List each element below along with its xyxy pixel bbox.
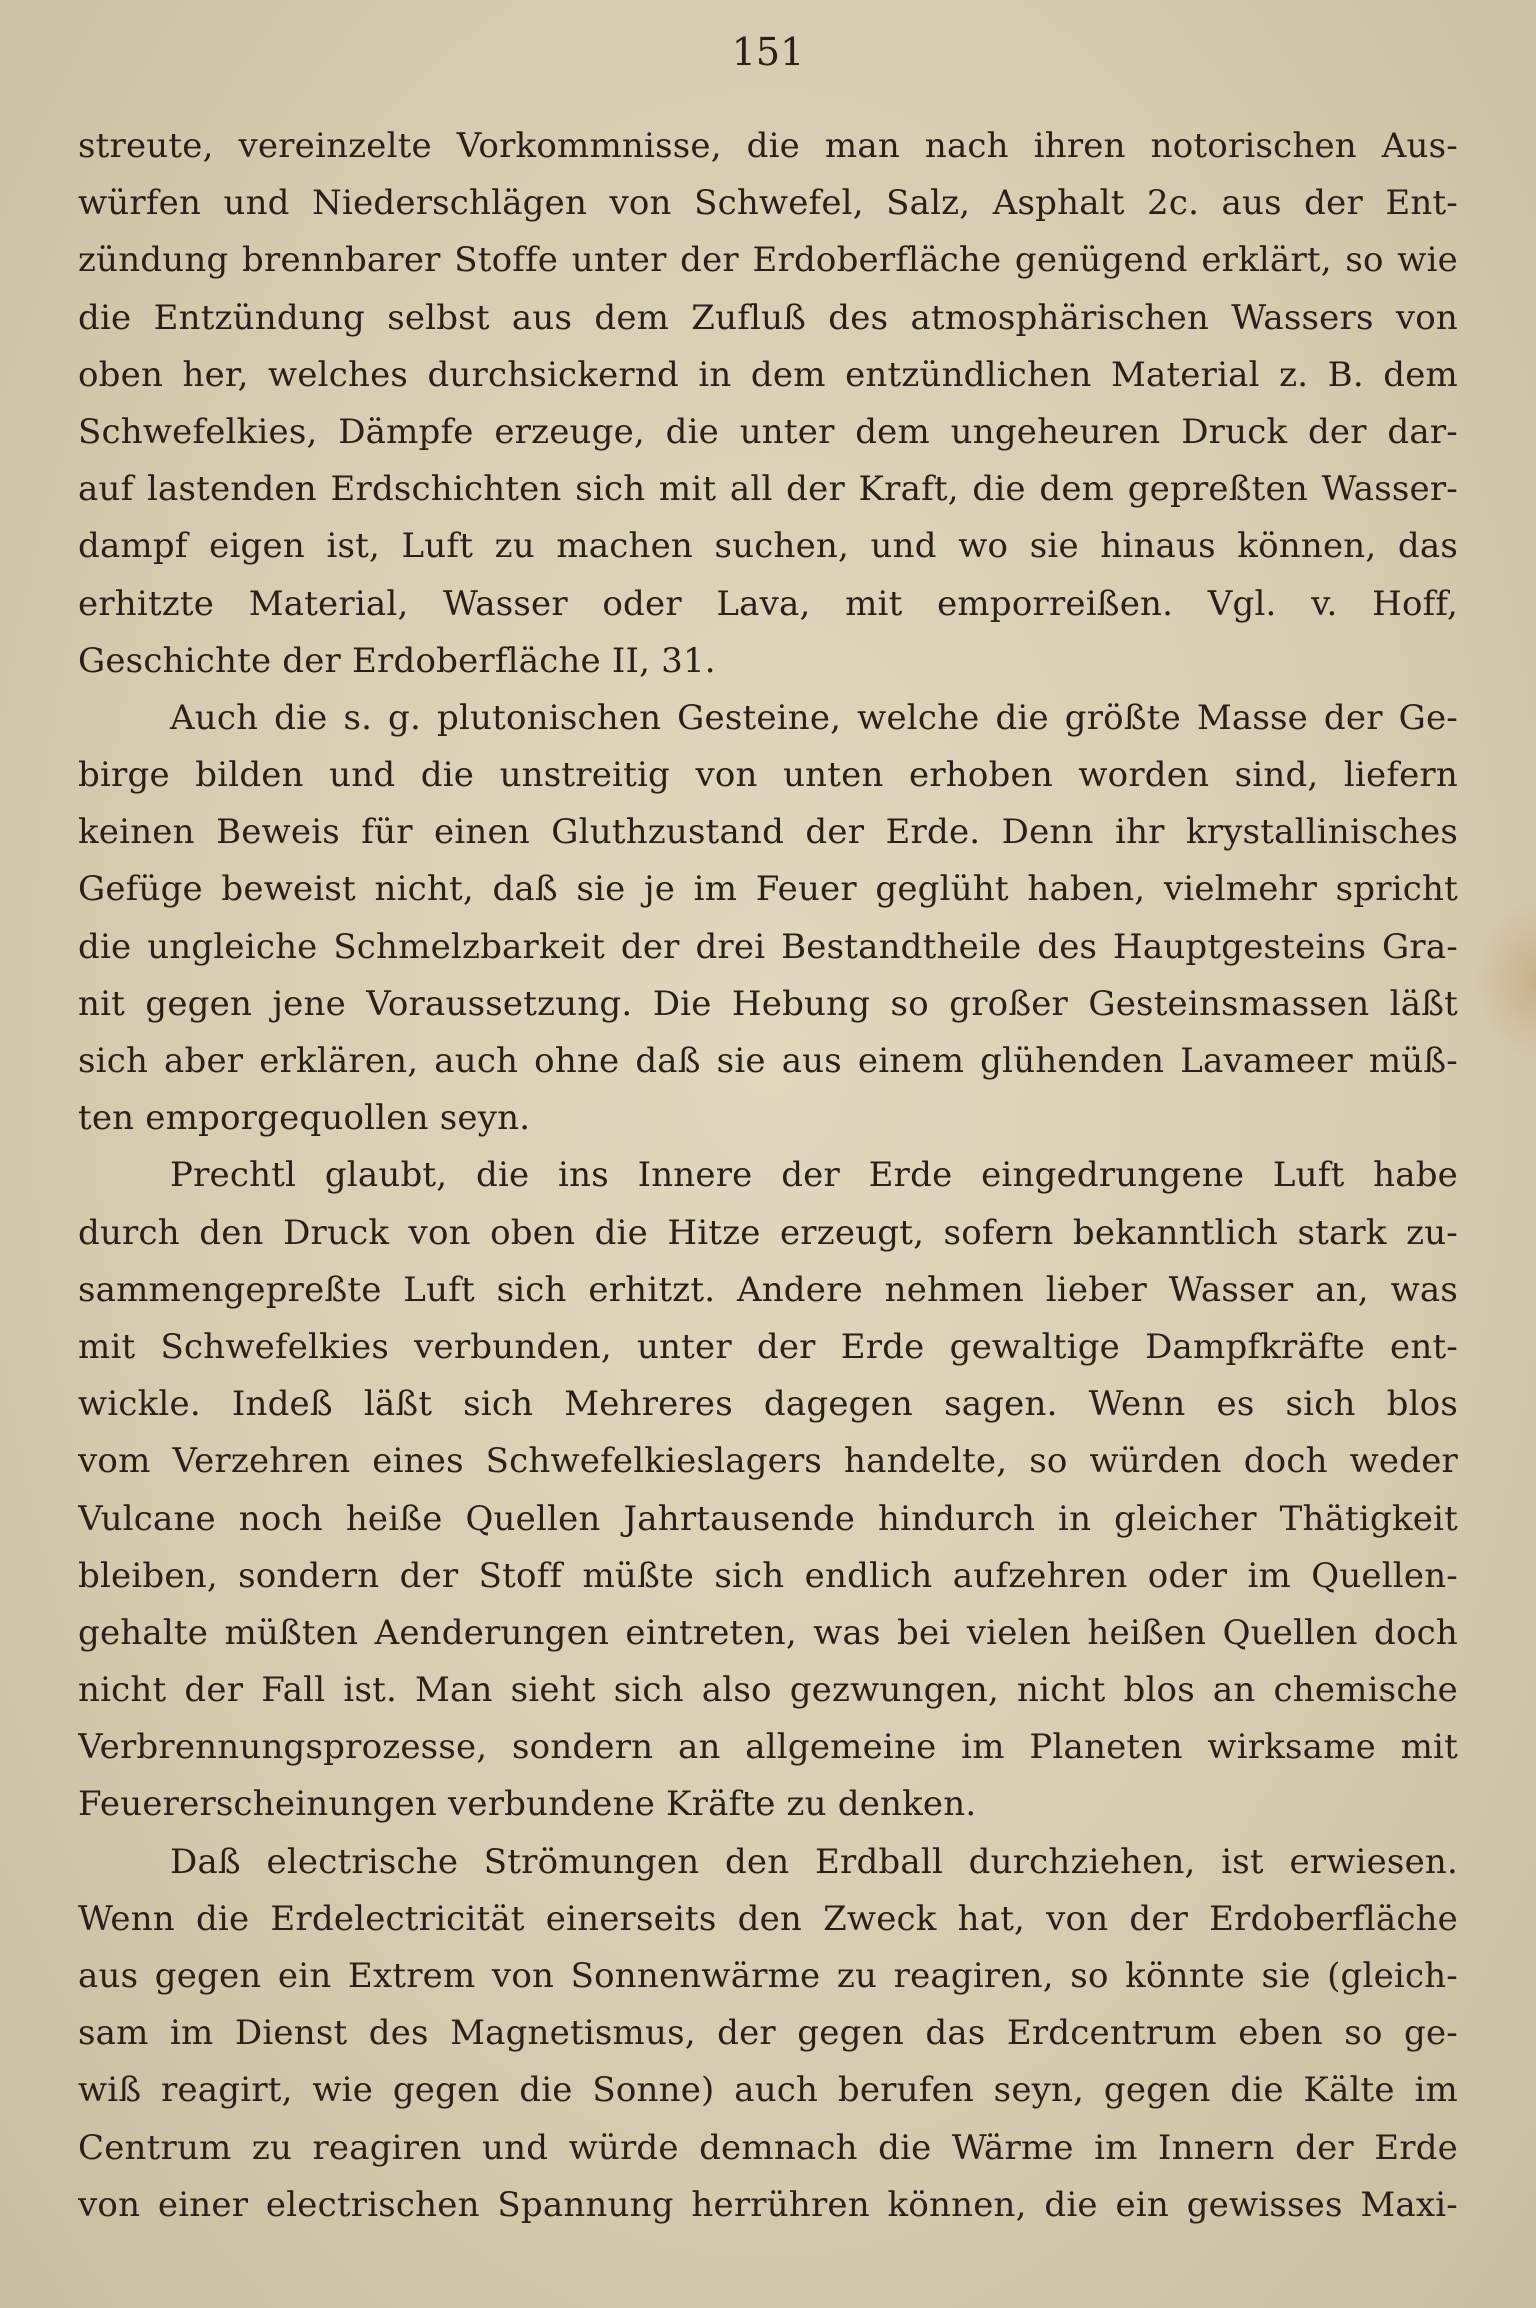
text-line: Vulcane noch heiße Quellen Jahrtausende hindurch in gleicher Thätigkeit bbox=[78, 1498, 1458, 1539]
text-line: zündung brennbarer Stoffe unter der Erdoberfläche genügend erklärt, so wie bbox=[78, 240, 1458, 281]
text-line: Verbrennungsprozesse, sondern an allgemeine im Planeten wirksame mit bbox=[78, 1727, 1458, 1768]
text-line: sam im Dienst des Magnetismus, der gegen das Erdcentrum eben so ge- bbox=[78, 2013, 1458, 2054]
text-line: Schwefelkies, Dämpfe erzeuge, die unter dem ungeheuren Druck der dar- bbox=[78, 411, 1458, 452]
text-line: erhitzte Material, Wasser oder Lava, mit emporreißen. Vgl. v. Hoff, bbox=[78, 583, 1458, 624]
text-line: ten emporgequollen seyn. bbox=[78, 1098, 531, 1139]
text-line: Geschichte der Erdoberfläche II, 31. bbox=[78, 640, 716, 681]
text-line: wiß reagirt, wie gegen die Sonne) auch berufen seyn, gegen die Kälte im bbox=[78, 2070, 1458, 2111]
text-line: dampf eigen ist, Luft zu machen suchen, und wo sie hinaus können, das bbox=[78, 526, 1458, 567]
text-line: Gefüge beweist nicht, daß sie je im Feuer geglüht haben, vielmehr spricht bbox=[78, 869, 1458, 910]
text-line: streute, vereinzelte Vorkommnisse, die man nach ihren notorischen Aus- bbox=[78, 126, 1458, 166]
text-line: bleiben, sondern der Stoff müßte sich endlich aufzehren oder im Quellen- bbox=[78, 1555, 1458, 1596]
text-line: Auch die s. g. plutonischen Gesteine, welche die größte Masse der Ge- bbox=[170, 697, 1458, 738]
text-line: gehalte müßten Aenderungen eintreten, was bei vielen heißen Quellen doch bbox=[78, 1612, 1458, 1653]
text-line: nit gegen jene Voraussetzung. Die Hebung so großer Gesteinsmassen läßt bbox=[78, 983, 1458, 1024]
text-line: Centrum zu reagiren und würde demnach die Wärme im Innern der Erde bbox=[78, 2127, 1458, 2168]
text-line: Prechtl glaubt, die ins Innere der Erde eingedrungene Luft habe bbox=[170, 1155, 1458, 1196]
text-line: Daß electrische Strömungen den Erdball durchziehen, ist erwiesen. bbox=[170, 1841, 1458, 1882]
text-line: würfen und Niederschlägen von Schwefel, Salz, Asphalt 2c. aus der Ent- bbox=[78, 183, 1458, 224]
text-line: auf lastenden Erdschichten sich mit all der Kraft, die dem gepreßten Wasser- bbox=[78, 469, 1458, 510]
body-text bbox=[78, 118, 1458, 2234]
text-line: mit Schwefelkies verbunden, unter der Erde gewaltige Dampfkräfte ent- bbox=[78, 1326, 1458, 1367]
page-number: 151 bbox=[731, 30, 805, 74]
text-line: vom Verzehren eines Schwefelkieslagers handelte, so würden doch weder bbox=[78, 1441, 1458, 1482]
text-line: Feuererscheinungen verbundene Kräfte zu denken. bbox=[78, 1784, 977, 1825]
text-line: sich aber erklären, auch ohne daß sie aus einem glühenden Lavameer müß- bbox=[78, 1041, 1458, 1081]
text-line: keinen Beweis für einen Gluthzustand der Erde. Denn ihr krystallinisches bbox=[78, 812, 1458, 853]
paper-stain bbox=[1476, 900, 1536, 1060]
text-line: birge bilden und die unstreitig von unten erhoben worden sind, liefern bbox=[78, 755, 1458, 796]
text-line: nicht der Fall ist. Man sieht sich also gezwungen, nicht blos an chemische bbox=[78, 1670, 1458, 1711]
text-line: wickle. Indeß läßt sich Mehreres dagegen sagen. Wenn es sich blos bbox=[78, 1384, 1458, 1425]
text-line: von einer electrischen Spannung herrühren können, die ein gewisses Maxi- bbox=[78, 2184, 1458, 2225]
text-line: sammengepreßte Luft sich erhitzt. Andere nehmen lieber Wasser an, was bbox=[78, 1269, 1458, 1310]
text-line: die ungleiche Schmelzbarkeit der drei Bestandtheile des Hauptgesteins Gra- bbox=[78, 926, 1458, 967]
text-line: die Entzündung selbst aus dem Zufluß des atmosphärischen Wassers von bbox=[78, 297, 1458, 338]
text-line: aus gegen ein Extrem von Sonnenwärme zu reagiren, so könnte sie (gleich- bbox=[78, 1956, 1458, 1996]
text-line: Wenn die Erdelectricität einerseits den Zweck hat, von der Erdoberfläche bbox=[78, 1898, 1458, 1939]
text-line: durch den Druck von oben die Hitze erzeugt, sofern bekanntlich stark zu- bbox=[78, 1212, 1458, 1253]
text-line: oben her, welches durchsickernd in dem entzündlichen Material z. B. dem bbox=[78, 354, 1458, 395]
